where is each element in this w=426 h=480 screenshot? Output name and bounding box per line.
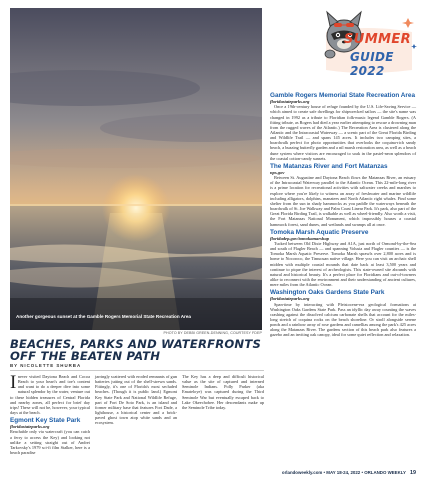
sunset-beach-photo: [10, 8, 262, 330]
page-number: 19: [410, 470, 416, 476]
article-column-1: [10, 371, 90, 457]
article-column-3: [182, 374, 264, 412]
drop-cap: I: [10, 371, 17, 393]
headline-line-2: OFF THE BEATEN PATH: [10, 349, 161, 363]
section-url-gamble-rogers: floridastateparks.org: [270, 99, 310, 104]
section-body-matanzas: Between St. Augustine and Daytona Beach flows the Matanzas River, an estuary of the Intracoastal Waterway parallel to the Atlantic Ocean. This 22-mile-long river is a prime location for recreational activities with saltwater creeks and marshes to explore where you're likely to witness an array of freshwater and marine wildlife including alligators, dolphins, manatees and North Atlantic right whales. Find some shelter from the sun in shady hammocks as you paddle the waterways beneath the boardwalk of St. Joe Walkway and Palm Coast Linear Park. It's park, also part of the Great Florida Birding Trail, is walkable as well as wheel-friendly. Also worth a visit, the Fort Matanzas National Monument, which impossibly houses a coastal hammock forest, sand dunes, and wetlands and swamps all at once.: [270, 175, 416, 227]
section-title-matanzas: The Matanzas River and Fort Matanzas: [270, 162, 388, 170]
section-body-gamble-rogers: Once a 19th-century house of refuge founded by the U.S. Life-Saving Service — which aimed to create safe dwellings for shipwrecked sailors — the site's name was changed in 1992 as a tribute to Floridian folk-music legend Gamble Rogers. (A fitting tribute, as Rogers had died a year earlier attempting to rescue a drowning man from the rugged waves of the Atlantic.) The Recreation Area is clustered along the Atlantic and the Intracoastal Waterway — a scenic part of the Great Florida Birding and Wildlife Trail — and spans 145 acres. It includes two camping sites, a boardwalk perfect for photo opportunities that overlooks the coquina-rich sandy beach, a buzzing butterfly garden and a nil marsh restoration area, as well as a beach dune system where visitors are encouraged to soak in the pastel-neon splendors of the coastal cotton-candy sunsets.: [270, 104, 416, 161]
section-title-tomoka: Tomoka Marsh Aquatic Preserve: [270, 228, 369, 236]
photo-caption: Another gorgeous sunset at the Gamble Rogers Memorial State Recreation Area: [16, 314, 191, 319]
section-body-egmont-key-part3: The Key has a deep and difficult historical value as the site of captured and interned Seminole Indians. Polly Parker (aka Emateloye) was captured during the Third Seminole War but eventually escaped back to Lake Okeechobee. Her descendants make up the Seminole Tribe today.: [182, 374, 264, 410]
section-url-egmont-key: floridastateparks.org: [10, 424, 50, 430]
section-url-washington-oaks: floridastateparks.org: [270, 296, 310, 302]
logo-summer-text: SUMMER: [344, 32, 412, 47]
photo-credit: PHOTO BY DEBBI GREEN-DENNING, COURTESY FDEP: [163, 331, 262, 335]
logo-guide-text: GUIDE 2022: [350, 50, 394, 78]
intro-paragraph: Inever visited Daytona Beach and Cocoa Beach to your heart's and toe's content and want to do a deeper dive into some natural splendor by the water, venture out to these hidden treasures of Central Florida and nearby zones, all perfect for brief day trips! These will not be, however, your typical days at the beach.: [10, 371, 90, 416]
headline-line-1: BEACHES, PARKS AND WATERFRONTS: [10, 337, 261, 351]
section-title-egmont-key: Egmont Key State Park: [10, 417, 81, 425]
section-url-matanzas: nps.gov: [270, 169, 285, 175]
section-body-egmont-key-part1: Reachable only via watercraft (you can catch a ferry to access the Key) and looking not unlike a setting straight out of Andrei Tarkovsky's 1979 sci-fi film Stalker, here is a beach paradise: [10, 429, 90, 456]
section-title-washington-oaks: Washington Oaks Gardens State Park: [270, 289, 385, 297]
section-body-washington-oaks: Span-time by interacting with Pleistocene-era geological formations at Washington Oaks Gardens State Park. Pass an idyllic day away counting the waves crashing against the dissolved calcium carbonate shells that account for the miles-long stretch of coquina rocks on the beach shoreline. Or stroll alongside serene ponds and a rainbow array of rose gardens and camellias among the park's 425 acres along the Matanzas River. The gardens section of this beach park also features a gazebo and an inviting oak canopy, ideal for some quiet reflection and relaxation.: [270, 301, 416, 338]
article-right-column: [270, 92, 416, 339]
section-title-gamble-rogers: Gamble Rogers Memorial State Recreation Area: [270, 92, 416, 99]
footer-text: orlandoweekly.com • MAY 18-24, 2022 • ORLANDO WEEKLY: [281, 470, 406, 475]
byline: BY NICOLETTE SHURBA: [10, 363, 82, 368]
section-body-egmont-key-part2: jarringly scattered with eroded remnants of gun batteries jutting out of the shell-strewn sands. Fittingly, it's one of Florida's most secluded beaches. (Though it is public land.) Egmont Key State Park and National Wildlife Refuge, part of Fort De Soto Park, is an island and former military base that features Fort Dade, a lighthouse, a historical center and a brick-paved ghost town atop white sands and an ecosystem.: [95, 374, 177, 426]
byline-divider: [10, 370, 264, 371]
section-body-tomoka: Tucked between Old Dixie Highway and A1A, just north of Ormond-by-the-Sea and south of Flagler Beach — and spanning Volusia and Flagler counties — is the Tomoka Marsh Aquatic Preserve. Tomoka Marsh sprawls over 2,800 acres and is home to Nocoroco, the Timucuan native village. Here you can visit an archaic shell midden with multiple coastal mounds that date back at least 3,500 years and continue to pique the interest of archeologists. This state-owned site abounds with natural and historical beauty. It's a perfect place for Floridians and out-of-towners alike to reconnect with the environment and their understanding of ancient cultures, mere miles from the Atlantic Ocean.: [270, 240, 416, 288]
section-url-tomoka: floridadep.gov/tomokamarshap: [270, 235, 330, 241]
page-footer: [270, 470, 416, 476]
sunset-illustration: [10, 8, 262, 330]
article-column-2: [95, 374, 177, 427]
article-headline: [10, 338, 264, 362]
